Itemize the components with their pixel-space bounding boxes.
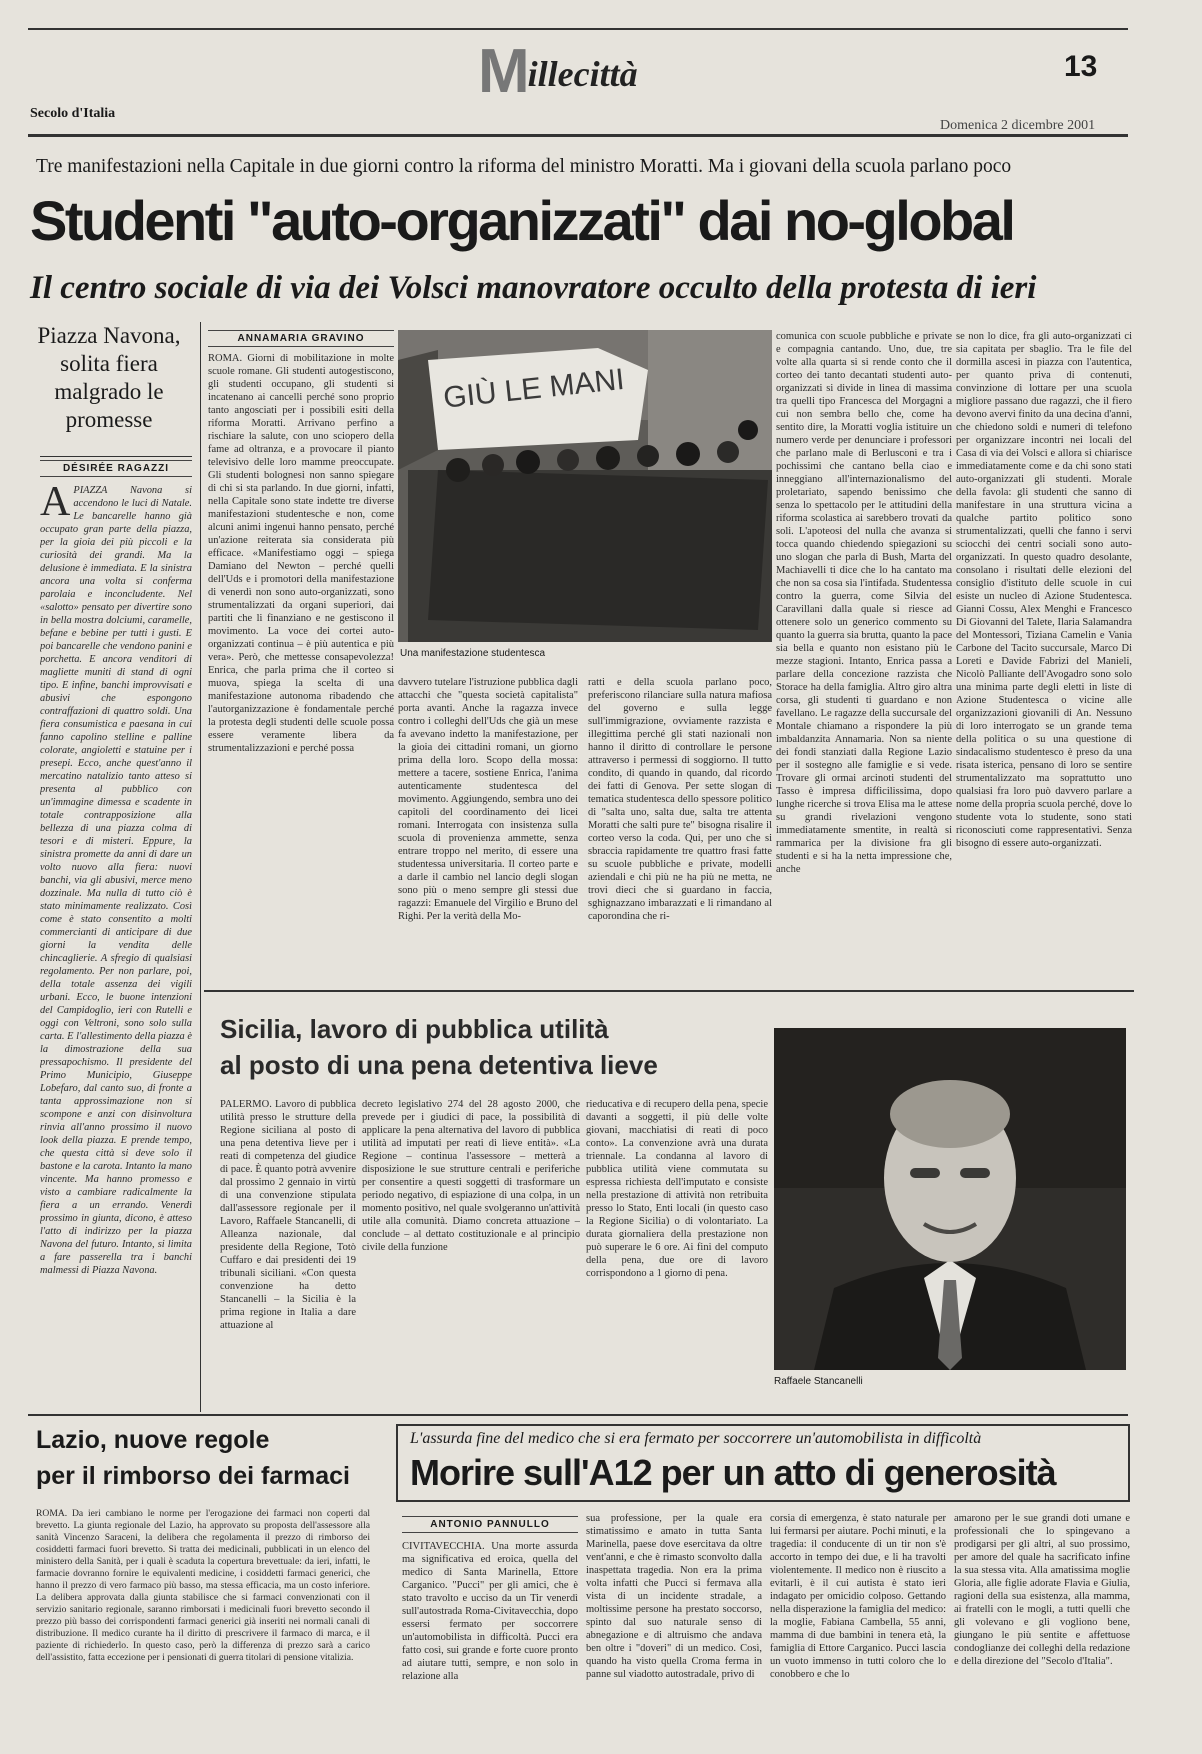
navona-headline: Piazza Navona, solita fiera malgrado le promesse <box>37 323 181 432</box>
portrait-photo <box>774 1028 1126 1370</box>
main-col-3: ratti e della scuola parlano poco, preferiscono rilanciare sulla natura mafiosa del governo e sulla legge sull'immigrazione, ovviamente razzista e illegittima perché gli stati nazionali non hanno il diritto di controllare le persone attraverso i permessi di soggiorno. Il tutto condito, di quando in quando, dal ricordo dei fatti di Genova. Per sette slogan di tematica studentesca dello spessore politico di "salta uno, salta due, salta tre attenta Moratti che salti pure te" bisogna risalire il corteo verso la coda. Qui, per uno che si sbraccia rapidamente tre quattro frasi fatte su scuole pubbliche e private, modelli aziendali e chi più ne ha più ne metta, ne trovi dieci che si guardano in faccia, sghignazzano imbarazzati e li rimandano al caporondina che ri- <box>588 677 772 922</box>
main-col-5: se non lo dice, fra gli auto-organizzati ci sia capitata per sbaglio. Tra le file del dormilla ascesi in piazza con l'autentica, per quanto priva di contenuti, convinzione di lottare per una scuola migliore passano due ragazzi, che il fiero devono avervi finito da una decina d'anni, che chiedono soldi e numeri di telefono per organizzare incontri nei locali del Casa di via dei Volsci e allora si chiarisce immediatamente come e da chi sono stati auto-organizzati gli studenti. Morale della favola: gli studenti che sanno di manifestare in una struttura vicina a qualche partito politico sono strumentalizzati, quelli che fanno i servi sciocchi dei centri sociali sono auto-organizzati. In questo quadro desolante, consolano i risultati delle elezioni del consiglio d'istituto delle scuole in cui esiste un nucleo di Azione Studentesca. Gianni Cossu, Alex Menghi e Francesco Di Giovanni del Talete, Ilaria Salamandra del Montessori, Tiziana Camelin e Vania Carbone del Tacito succursale, Marco Di Loreti e Davide Fabrizi del Manieli, Nicolò Palliante dell'Avogadro sono solo una minima parte degli eletti in liste di Azione Studentesca o vicine alle organizzazioni giovanili di An. Nessuno di loro interrogato se un grande tema della politica o su una questione di sindacalismo studentesco è preso da una risata isterica, pensano di loro se sentire strumentalizzato ma soprattutto uno qualsiasi fra loro può davvero parlare a nome della propria scuola perché, dove lo studente vota lo studente, sono stati riconosciuti come rappresentativi. Senza bisogno di essere auto-organizzati. <box>956 331 1132 849</box>
main-byline: ANNAMARIA GRAVINO <box>208 330 394 347</box>
sicilia-headline-1: Sicilia, lavoro di pubblica utilità <box>220 1014 609 1044</box>
main-col-2: davvero tutelare l'istruzione pubblica dagli attacchi che "questa società capitalista" porta avanti. Anche la ragazza invece contro i colleghi dell'Uds che già un mese fa avevano indetto la manifestazione, per la gioia dei cittadini romani, un giorno prima della loro. Scopo della mossa: mettere a tacere, sostiene Enrica, l'anima autenticamente studentesca del movimento. Aggiungendo, sembra uno dei capitoli del coordinamento dei licei romani. Interrogata con insistenza sulla scuola di provenienza ammette, senza entrare troppo nel merito, di essere una studentessa universitaria. Il corteo parte e a darle il cambio nel lancio degli slogan sono più o meno sempre gli stessi due ragazzi: Emanuele del Virgilio e Bruno del Righi. Per la verità della Mo- <box>398 677 578 922</box>
sicilia-headline-2: al posto di una pena detentiva lieve <box>220 1050 658 1080</box>
navona-text: PIAZZA Navona si accendono le luci di Natale. Le bancarelle hanno già occupato gran parte della piazza, per la gioia dei più piccoli e la curiosità dei grandi. Ma la delusione è immediata. E la sinistra ancora una volta si conferma parolaia e inconcludente. Nel «salotto» pensato per divertire sono in bella mostra dolciumi, caramelle, befane e bebine per tutti i gusti. E poi bancarelle che vendono panini e porchetta. E ancora venditori di magliette muniti di stand di ogni tipo. E infine, banchi improvvisati e abusivi che espongono contraffazioni di quattro soldi. Una fiera consumistica e paesana in cui fanno capolino stelline e palline colorate, angioletti e statuine per i presepi. Ecco, anche quest'anno il mercatino natalizio tanto atteso si presenta al pubblico con un'immagine dimessa e scadente in totale contrapposizione alla bellezza di una piazza colma di tesori e di misteri. Eppure, la sinistra promette da anni di dare un volto nuovo alla fiera: nuovi banchi, via gli abusivi, merce meno dozzinale. Ma nulla di tutto ciò è stato minimamente realizzato. Così come è stato consentito a molti commercianti di anticipare di due giorni la vendita delle chincaglierie. A sfregio di qualsiasi regolamento. Per non parlare, poi, della totale assenza dei vigili urbani. Ecco, le buone intenzioni del Campidoglio, ieri con Rutelli e oggi con Veltroni, sono solo sulla carta. E l'allestimento della piazza è la dimostrazione della sua pressapochismo. Il presidente del Primo Municipio, Giuseppe Lobefaro, dal canto suo, di fronte a tanta approssimazione non si scompone e anzi con disinvoltura rinvia all'anno prossimo il nuovo look della piazza. E prende tempo, che questa città si deve solo il bastone e la carota. Intanto la mano vincente. Ma hanno promesso e visto a cambiare radicalmente la fiera a un errando. Venerdì prossimo in giunta, dicono, è atteso l'atto di indirizzo per la piazza Navona del futuro. Intanto, si limita a fare passerella tra i banchi malmessi di Piazza Navona. <box>40 485 192 1276</box>
navona-rule <box>40 456 192 457</box>
a12-col-4: amarono per le sue grandi doti umane e professionali che lo spingevano a prodigarsi per gli altri, al suo prossimo, per amore del quale ha sacrificato infine la sua stessa vita. Alla amatissima moglie Gloria, alle figlie adorate Flavia e Giulia, ragioni della sua esistenza, alla mamma, ai fratelli con le mogli, a tutti quelli che gli volevano e gli vogliono bene, giungano le più sentite e affettuose condoglianze dei colleghi della redazione e della direzione del "Secolo d'Italia". <box>954 1513 1130 1667</box>
main-photo-caption: Una manifestazione studentesca <box>400 648 546 659</box>
navona-dropcap: A <box>40 484 71 525</box>
main-headline: Studenti "auto-organizzati" dai no-global <box>30 189 1014 252</box>
a12-byline: ANTONIO PANNULLO <box>402 1516 578 1533</box>
sicilia-col-2: decreto legislativo 274 del 28 agosto 2000, che prevede per i giudici di pace, la possibilità di applicare la pena alternativa del lavoro di pubblica utilità ad imputati per reati di lieve entità». «La Regione – continua l'assessore – metterà a disposizione le sue strutture centrali e periferiche per consentire a questi soggetti di trasformare un periodo negativo, di espiazione di una colpa, in un momento positivo, nel quale svolgeranno un'attività utile alla comunità. Diamo concreta attuazione – conclude – al dettato costituzionale e al principio civile della funzione <box>362 1099 580 1253</box>
lazio-headline-1: Lazio, nuove regole <box>36 1426 270 1454</box>
a12-headline: Morire sull'A12 per un atto di generosità <box>410 1452 1056 1493</box>
sicilia-col-3: rieducativa e di recupero della pena, specie davanti a soggetti, il più delle volte giovani, macchiatisi di reati di poco conto». La convenzione avrà una durata triennale. La condanna al lavoro di pubblica utilità viene commutata su espressa richiesta dell'imputato e consiste nella prestazione di attività non retribuita presso lo Stato, Enti locali (in questo caso la Regione Sicilia) o di volontariato. La durata giornaliera della prestazione non può superare le 6 ore. Ai fini del computo della pena, due ore di lavoro corrispondono a 1 giorno di pena. <box>586 1099 768 1279</box>
main-bottom-rule <box>204 990 1134 992</box>
lazio-body: ROMA. Da ieri cambiano le norme per l'erogazione dei farmaci non coperti dal brevetto. La giunta regionale del Lazio, ha approvato su proposta dell'assessore alla sanità Vincenzo Saraceni, la delibera che regolamenta il prezzo di rimborso dei cosiddetti farmaci fuori brevetto. Si tratta dei medicinali, pubblicati in un elenco del ministero della Sanità, per i quali è scaduta la copertura brevettuale: da ieri, infatti, le farmacie dovranno fornire le equivalenti medicine, i cosiddetti farmaci generici, che hanno il prezzo di vero farmaco più basso, ma stessa efficacia, ma un costo inferiore. La delibera approvata dalla giunta stabilisce che si farmaci convenzionati con il servizio sanitario regionale, saranno rimborsati i medicinali fuori brevetto secondo il prezzo più basso dei corrispondenti farmaci generici già inseriti nei normali canali di distribuzione. Il medico curante ha il diritto di prescrivere il farmaco di marca, e il paziente di richiederlo. In questo caso, però la differenza di prezzo sarà a carico dell'assistito, fatta eccezione per i pensionati di guerra titolari di pensione vitalizia. <box>36 1508 370 1663</box>
sicilia-col-1: PALERMO. Lavoro di pubblica utilità presso le strutture della Regione siciliana al posto di una pena detentiva lieve per i reati di competenza del giudice di pace. È quanto potrà avvenire dal prossimo 2 gennaio in virtù di una convenzione stipulata dall'assessore regionale per il Lavoro, Raffaele Stancanelli, di Alleanza nazionale, dal presidente della Regione, Totò Cuffaro e dai presidenti dei 19 tribunali siciliani. «Con questa convenzione ha detto Stancanelli – la Sicilia è la prima regione in Italia a dare attuazione al <box>220 1099 356 1331</box>
main-kicker: Tre manifestazioni nella Capitale in due giorni contro la riforma del ministro Moratti. Ma i giovani della scuola parlano poco <box>36 156 1012 177</box>
main-photo <box>398 330 772 642</box>
main-col-4: comunica con scuole pubbliche e private e compagnia cantando. Uno, due, tre volte alla quarta si si rende conto che il corteo dei tanto decantati studenti auto-organizzati si divide in linea di massima tra quelli tipo Francesca del Morgagni a cui non sembra bello che, come ha sentito dire, la Moratti voglia istituire un numero verde per denunciare i professori che parlano male di Berlusconi e tra i pochissimi che cantano bella ciao e inneggiano all'internazionalismo del proletariato, sapendo benissimo che senza lo spettacolo per le attitudini della riforma scolastica ai sarebbero trovati da soli. L'apoteosi del nulla che avanza si tocca quando chiedendo spiegazioni su uno slogan che parla di Bush, Marta del Machiavelli ti dice che lo ha cantato ma che non sa cosa sia l'intifada. Studentessa contro la guerra, come Silvia del Caravillani dalla quale si riesce ad ottenere solo un generico commento su quanto la guerra sia brutta, quanto la pace sia bella e quanto non esistano più le mezze stagioni. Intanto, Enrica passa a parlare della concezione razzista che Storace ha della famiglia. Altro giro altra corsa, gli studenti ti guardano e non favellano. Le ragazze della succursale del Montale chiamano a rispondere la più imbaldanzita Annamaria. Non sa niente dei fondi stanziati dalla Regione Lazio per il sostegno alle famiglie e si vede. Trovare gli ormai arcinoti studenti del Tasso è impresa difficilissima, dopo lunghe ricerche si trova Elisa ma le attese su grandi rivelazioni vengono immediatamente smentite, in realtà si rammarica per la divisione fra gli studenti e si ha la netta impressione che, anche <box>776 331 952 875</box>
page-number: 13 <box>1064 50 1098 83</box>
section-title <box>478 37 778 106</box>
masthead-rule <box>28 134 1128 137</box>
a12-col-2: sua professione, per la quale era stimatissimo e amato in tutta Santa Marinella, paese dove esercitava da oltre vent'anni, e che è rimasto sconvolto dalla inaspettata tragedia. Non era la prima volta infatti che Pucci si fermava alla vista di un incidente stradale, a moltissime persone ha prestato soccorso, spinto dal suo naturale senso di abnegazione e di altruismo che andava ben oltre i "doveri" di un medico. Così, quando ha visto quella Croma ferma in panne sul viadotto autostradale, privo di <box>586 1513 762 1680</box>
sidebar-divider <box>200 322 201 1412</box>
main-subhead: Il centro sociale di via dei Volsci manovratore occulto della protesta di ieri <box>30 270 1037 306</box>
main-col-1: ROMA. Giorni di mobilitazione in molte scuole romane. Gli studenti autogestiscono, gli studenti occupano, gli studenti si incatenano ai cancelli perché sono proprio tanto angosciati per i possibili esiti della riforma Moratti. Arrivano perfino a rischiare la salute, con uno sciopero della fame ad oltranza, e a provocare il pianto televisivo delle loro mamme preoccupate. Gli studenti bolognesi non sanno spiegare di chi si sta parlando. In due giorni, infatti, nella Capitale sono state indette tre diverse manifestazioni studentesche e non, come alcuni animi ingenui hanno pensato, perché un'azione reiterata sia considerata più efficace. «Manifestiamo oggi – spiega Damiano del Newton – perché quelli dell'Uds e i promotori della manifestazione di venerdì non sono auto-organizzati, sono strumentalizzati da organi superiori, dai partiti che li finanziano e ne gestiscono il movimento. La voce dei cortei auto-organizzati continua – è più autentica e più vera». Però, che mettesse consapevolezza! Enrica, che parla prima che il corteo si muova, spiega la scelta di una manifestazione autonoma ribadendo che l'autorganizzazione è fondamentale perché la protesta degli studenti delle scuole possa essere veramente libera da strumentalizzazioni e perché possa <box>208 353 394 754</box>
issue-date: Domenica 2 dicembre 2001 <box>940 118 1096 133</box>
a12-col-1: CIVITAVECCHIA. Una morte assurda ma significativa ed eroica, quella del medico di Santa Marinella, Ettore Carganico. "Pucci" per gli amici, che è stato travolto e ucciso da un Tir venerdì sull'autostrada Roma-Civitavecchia, dopo essersi fermato per soccorrere un'automobilista in difficoltà. Pucci era fatto così, sui grande e forte cuore pronto ad aiutare tutti, sempre, e non solo in relazione alla <box>402 1541 578 1682</box>
navona-body <box>40 484 192 1414</box>
a12-kicker: L'assurda fine del medico che si era fermato per soccorrere un'automobilista in difficoltà <box>410 1430 982 1447</box>
lower-rule <box>28 1414 1128 1416</box>
protest-photo <box>398 330 772 642</box>
lazio-headline-2: per il rimborso dei farmaci <box>36 1462 350 1490</box>
sicilia-photo-caption: Raffaele Stancanelli <box>774 1376 863 1387</box>
paper-name: Secolo d'Italia <box>30 106 116 121</box>
banner-text: GIÙ LE MANI <box>441 362 626 415</box>
navona-byline: DÉSIRÉE RAGAZZI <box>40 460 192 477</box>
sicilia-photo <box>774 1028 1126 1370</box>
top-rule <box>28 28 1128 30</box>
section-rest: illecittà <box>527 54 638 94</box>
a12-col-3: corsia di emergenza, è stato naturale per lui fermarsi per aiutare. Pochi minuti, e la tragedia: il conducente di un tir non s'è accorto in tempo dei due, e li ha travolti violentemente. Il medico non è riuscito a evitarli, è il cui autista è stato ieri indagato per omicidio colposo. Gettando nella disperazione la famiglia del medico: la moglie, Fabiana Cambella, 55 anni, mamma di due bambini in tenera età, la famiglia di Ettore Carganico. Pucci lascia un vuoto immenso in tutti coloro che lo conobbero e che lo <box>770 1513 946 1680</box>
section-initial: M <box>478 37 528 106</box>
